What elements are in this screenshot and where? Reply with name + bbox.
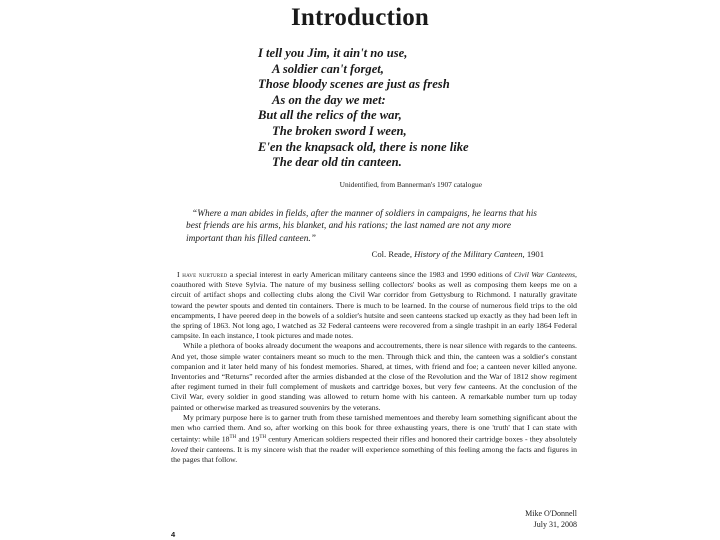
- book-title: Civil War Canteens: [513, 270, 576, 279]
- poem-line: Those bloody scenes are just as fresh: [258, 77, 450, 92]
- quote-work-title: History of the Military Canteen,: [414, 249, 525, 259]
- quote-year: 1901: [526, 249, 544, 259]
- page-title: Introduction: [290, 4, 430, 31]
- signature-date: July 31, 2008: [533, 520, 577, 529]
- poem-line: The dear old tin canteen.: [272, 155, 402, 170]
- poem-line: The broken sword I ween,: [272, 123, 407, 138]
- body-text: [171, 270, 577, 465]
- paragraph: [171, 413, 577, 466]
- signature: [400, 508, 577, 530]
- superscript: TH: [229, 435, 237, 441]
- text-run: century American soldiers respected their rifles and honored their cartridge boxes - they absolutely: [266, 434, 578, 444]
- text-run: My primary purpose here is to garner truth from these tarnished mementoes and thereby learn something significant about the men who carried them. And so, after working on this book for three exhausting years, there is one 'truth' that I can state with certainty: while 18: [171, 412, 577, 444]
- poem-line: I tell you Jim, it ain't no use,: [258, 46, 408, 60]
- text-run: and 19: [236, 434, 260, 444]
- page-number: 4: [171, 530, 176, 539]
- quote-author: Col. Reade,: [371, 249, 412, 259]
- poem-line: But all the relics of the war,: [258, 108, 402, 123]
- author-name: Mike O'Donnell: [525, 509, 577, 518]
- lead-in: I have nurtured: [177, 270, 228, 279]
- paragraph: While a plethora of books already document the weapons and accoutrements, there is near silence with regards to the canteens. And yet, those simple water containers meant so much to the men. Through thick and thin, the canteen was a soldier's constant companion and it later held many of his fondest memories. Shared, at times, with friend and foe; a canteen never killed anyone. Inventories and “Returns” recorded after the armies disbanded at the close of the Revolution and the War of 1812 show regiment after regiment turned in their full complement of muskets and cartridge boxes, but very few canteens. At the conclusion of the Civil War, every soldier in good standing was allowed to return home with his canteen. A remarkable number turn up today painted or otherwise marked as treasured souvenirs by the veterans.: [171, 341, 577, 412]
- text-run: , coauthored with Steve Sylvia. The nature of my business selling collectors' books as well as composing them keeps me on a circuit of artifact shops and collecting clubs along the Civil War corridor from Gettysburg to Richmond. I naturally gravitate toward the pewter spouts and dented tin containers. There is much to be learned. In the course of numerous field trips to the old encampments, I have peered deep in the bowels of a soldier's hutsite and seen canteens stacked up exactly as they had been left in the spring of 1863. Not long ago, I watched as 32 Federal canteens were recovered from a single trashpit in an early 1864 Federal campsite. In each instance, I took pictures and made notes.: [171, 270, 577, 341]
- emphasis: loved: [171, 445, 188, 455]
- poem-attribution: Unidentified, from Bannerman's 1907 catalogue: [339, 180, 482, 189]
- text-run: a special interest in early American military canteens since the 1983 and 1990 editions of: [227, 270, 514, 279]
- paragraph: [171, 270, 577, 341]
- poem-line: E'en the knapsack old, there is none like: [258, 139, 469, 154]
- superscript: TH: [259, 435, 267, 441]
- poem: [258, 46, 469, 171]
- poem-line: A soldier can't forget,: [272, 61, 384, 76]
- text-run: their canteens. It is my sincere wish that the reader will experience something of this feeling among the facts and figures in the pages that follow.: [171, 445, 577, 465]
- epigraph-quote: “Where a man abides in fields, after the manner of soldiers in campaigns, he learns that his best friends are his arms, his blanket, and his rations; the last named are not any more important than his filled canteen.”: [186, 209, 537, 244]
- quote-attribution: [330, 249, 544, 259]
- poem-line: As on the day we met:: [272, 92, 386, 107]
